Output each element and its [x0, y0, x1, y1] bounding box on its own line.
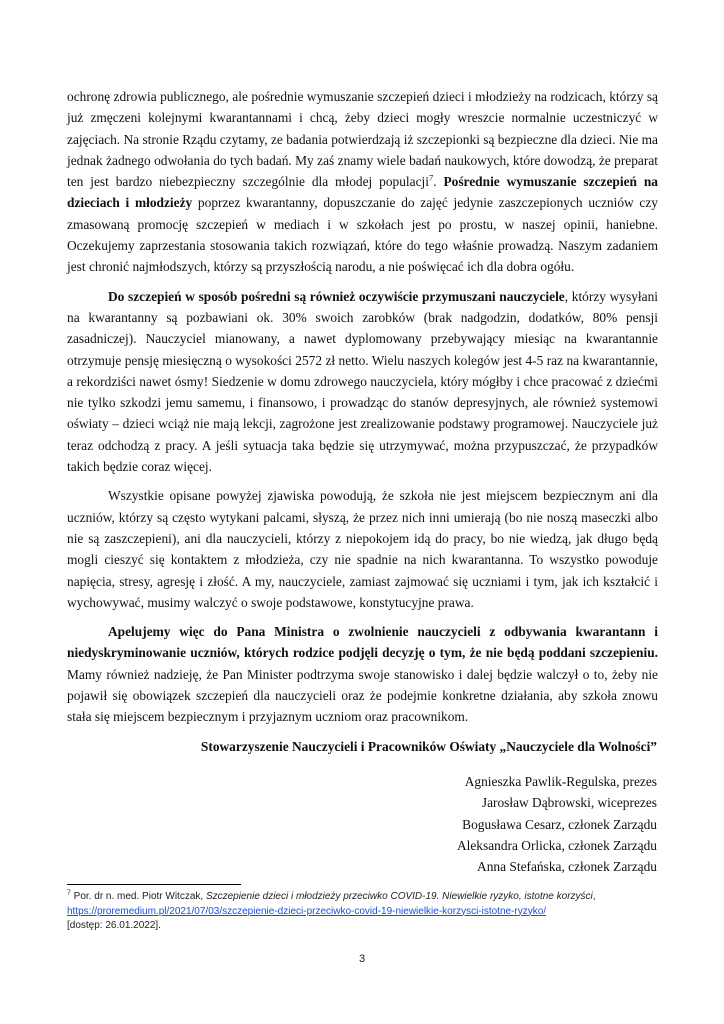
- footnote-ref-7[interactable]: 7: [428, 172, 434, 183]
- footnote-comma: ,: [592, 891, 596, 902]
- paragraph-4-text: Mamy również nadzieję, że Pan Minister podtrzyma swoje stanowisko i dalej będzie walczył o to, żeby nie pojawił się obowiązek szczepień dla nauczycieli oraz że podejmie konkretne działania, aby szkoła znowu stała się miejscem bezpiecznym i przyjaznym uczniom oraz pracownikom.: [67, 666, 658, 725]
- footnote-link[interactable]: https://proremedium.pl/2021/07/03/szczepienie-dzieci-przeciwko-covid-19-niewielkie-korzysci-istotne-ryzyko/: [67, 905, 547, 917]
- paragraph-2-text: , którzy wysyłani na kwarantanny są pozbawiani ok. 30% swoich zarobków (brak nadgodzin, dodatków, 80% pensji zasadniczej). Nauczyciel mianowany, a nawet dyplomowany przebywający miesiąc na kwarantannie otrzymuje pensję miesięczną o wysokości 2572 zł netto. Wielu naszych kolegów jest 4-5 raz na kwarantannie, a rekordziści nawet ósmy! Siedzenie w domu zdrowego nauczyciela, który mógłby i chce pracować z dziećmi nie tylko szkodzi jemu samemu, i finansowo, i prowadząc do stanów depresyjnych, ale również systemowi oświaty – dzieci wciąż nie mają lekcji, zagrożone jest zrealizowanie podstawy programowej. Nauczyciele już teraz odchodzą z pracy. A jeśli sytuacja taka będzie się utrzymywać, można przypuszczać, że przypadków takich będzie coraz więcej.: [67, 288, 658, 475]
- paragraph-1-text-c: poprzez kwarantanny, dopuszczanie do zajęć jedynie zaszczepionych uczniów czy zmasowaną promocję szczepień w mediach i w szkołach jest po prostu, w naszej opinii, haniebne. Oczekujemy zaprzestania stosowania takich rozwiązań, które do tego właśnie prowadzą. Naszym zadaniem jest chronić najmłodszych, którzy są przyszłością narodu, a nie poświęcać ich dla dobra ogółu.: [67, 195, 658, 275]
- signer-2: Jarosław Dąbrowski, wiceprezes: [481, 795, 657, 811]
- footnote-access-date: [dostęp: 26.01.2022].: [67, 920, 161, 931]
- paragraph-1: [67, 86, 658, 278]
- paragraph-1-text-a: ochronę zdrowia publicznego, ale pośrednie wymuszanie szczepień dzieci i młodzieży na rodzicach, którzy są już zmęczeni kolejnymi kwarantannami i chcą, żeby dzieci mogły wreszcie normalnie uczestniczyć w zajęciach. Na stronie Rządu czytamy, ze badania potwierdzają iż szczepionki są bezpieczne dla dzieci. Nie ma jednak żadnego odwołania do tych badań. My zaś znamy wiele badań naukowych, które dowodzą, że preparat ten jest bardzo niebezpieczny szczególnie dla młodej populacji: [67, 89, 658, 190]
- signer-3: Bogusława Cesarz, członek Zarządu: [462, 816, 657, 832]
- page-number: 3: [358, 953, 366, 965]
- paragraph-2: [67, 286, 658, 478]
- paragraph-3: Wszystkie opisane powyżej zjawiska powodują, że szkoła nie jest miejscem bezpiecznym ani dla uczniów, którzy są często wytykani palcami, słyszą, że przez nich inni umierają (bo nie noszą maseczki albo nie są zaszczepieni), ani dla nauczycieli, którzy z niepokojem idą do pracy, bo nie wiedzą, jak długo będą mogli cieszyć się kontaktem z młodzieża, czy nie spadnie na nich kwarantanna. To wszystko powoduje napięcia, stresy, agresję i złość. A my, nauczyciele, zamiast zajmować się uczniami i tym, jak ich kształcić i wychowywać, musimy walczyć o swoje podstawowe, konstytucyjne prawa.: [67, 488, 658, 610]
- footnote-prefix: Por. dr n. med. Piotr Witczak,: [70, 891, 206, 902]
- paragraph-1-text-b: .: [433, 174, 444, 190]
- document-body: [67, 86, 658, 877]
- signer-5: Anna Stefańska, członek Zarządu: [477, 859, 657, 875]
- paragraph-4: [67, 621, 658, 727]
- footnote-divider: [67, 884, 241, 885]
- signature-list: [67, 771, 658, 877]
- footnote-number: 7: [67, 889, 71, 897]
- signer-4: Aleksandra Orlicka, członek Zarządu: [456, 837, 657, 853]
- paragraph-4-bold: Apelujemy więc do Pana Ministra o zwolnienie nauczycieli z odbywania kwarantann i niedyskryminowanie uczniów, których rodzice podjęli decyzję o tym, że nie będą poddani szczepieniu.: [67, 624, 658, 661]
- paragraph-2-bold: Do szczepień w sposób pośredni są również oczywiście przymuszani nauczyciele: [108, 288, 565, 304]
- signer-1: Agnieszka Pawlik-Regulska, prezes: [464, 773, 657, 789]
- signature-organization: Stowarzyszenie Nauczycieli i Pracowników Oświaty „Nauczyciele dla Wolności”: [200, 738, 657, 754]
- footnote: [67, 890, 667, 934]
- paragraph-1-bold: Pośrednie wymuszanie szczepień na dzieciach i młodzieży: [67, 174, 658, 211]
- footnote-title: Szczepienie dzieci i młodzieży przeciwko COVID-19. Niewielkie ryzyko, istotne korzyści: [205, 891, 593, 902]
